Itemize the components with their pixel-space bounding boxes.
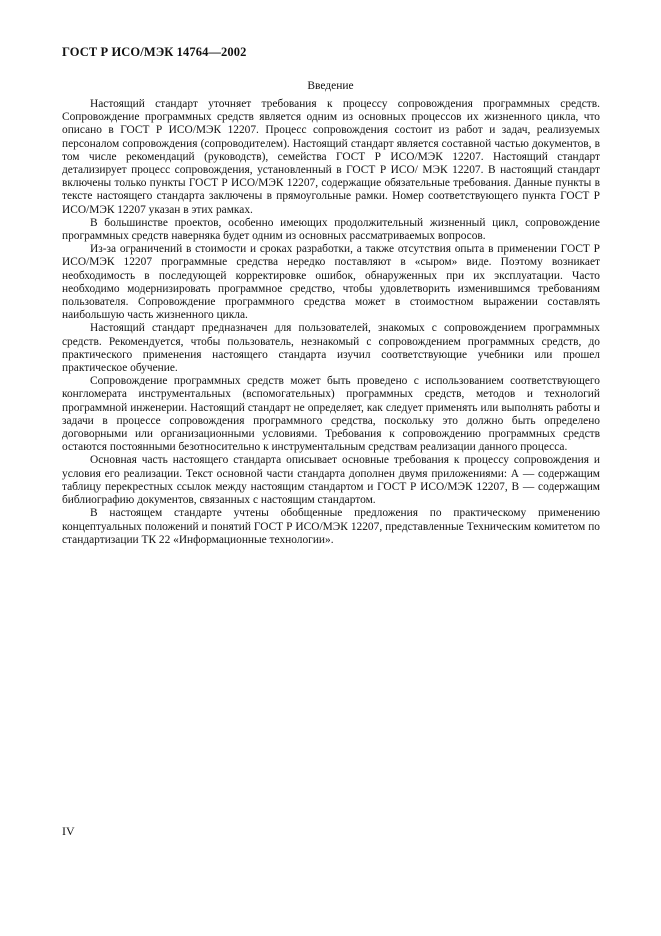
paragraph-3: Из-за ограничений в стоимости и сроках разработки, а также отсутствия опыта в применении ГОСТ Р ИСО/МЭК 12207 программные средства нередко поставляют в «сыром» виде. Поэтому возникает необходимость в последующей корректировке ошибок, обнаруженных при их эксплуатации. Часто необходимо модернизировать программное средство, чтобы удовлетворить изменившимся требованиям пользователя. Сопровождение программного средства может в стоимостном выражении составлять наибольшую часть жизненного цикла.: [62, 243, 600, 322]
paragraph-6: Основная часть настоящего стандарта описывает основные требования к процессу сопровождения и условия его реализации. Текст основной части стандарта дополнен двумя приложениями: А — содержащим таблицу перекрестных ссылок между настоящим стандартом и ГОСТ Р ИСО/МЭК 12207, В — содержащим библиографию документов, связанных с настоящим стандартом.: [62, 454, 600, 507]
introduction-body: [62, 98, 600, 547]
paragraph-2: В большинстве проектов, особенно имеющих продолжительный жизненный цикл, сопровождение программных средств наверняка будет одним из основных рассматриваемых вопросов.: [62, 216, 600, 243]
document-header: ГОСТ Р ИСО/МЭК 14764—2002: [62, 45, 247, 59]
paragraph-7: В настоящем стандарте учтены обобщенные предложения по практическому применению концептуальных положений и понятий ГОСТ Р ИСО/МЭК 12207, представленные Техническим комитетом по стандартизации ТК 22 «Информационные технологии».: [62, 507, 600, 546]
page-number: IV: [62, 824, 75, 838]
paragraph-4: Настоящий стандарт предназначен для пользователей, знакомых с сопровождением программных средств. Рекомендуется, чтобы пользователь, незнакомый с сопровождением программных средств, до практического применения настоящего стандарта изучил соответствующие учебники или прошел практическое обучение.: [62, 322, 600, 375]
paragraph-5: Сопровождение программных средств может быть проведено с использованием соответствующего конгломерата инструментальных (вспомогательных) программных средств, методов и технологий программной инженерии. Настоящий стандарт не определяет, как следует применять или выполнять работы и задачи в процессе сопровождения программного средства, поскольку это должно быть определено договорными или организационными условиями. Требования к сопровождению программных средств остаются постоянными безотносительно к инструментальным средствам реализации данного процесса.: [62, 375, 600, 454]
paragraph-1: Настоящий стандарт уточняет требования к процессу сопровождения программных средств. Сопровождение программных средств является одним из основных процессов их жизненного цикла, что описано в ГОСТ Р ИСО/МЭК 12207. Процесс сопровождения состоит из работ и задач, реализуемых персоналом сопровождения (сопроводителем). Настоящий стандарт является составной частью документов, в том числе рекомендаций (руководств), семейства ГОСТ Р ИСО/МЭК 12207. Настоящий стандарт детализирует процесс сопровождения, установленный в ГОСТ Р ИСО/ МЭК 12207. В настоящий стандарт включены только пункты ГОСТ Р ИСО/МЭК 12207, содержащие обязательные требования. Данные пункты в тексте настоящего стандарта заключены в прямоугольные рамки. Номер соответствующего пункта ГОСТ Р ИСО/МЭК 12207 указан в этих рамках.: [62, 98, 600, 216]
section-title: Введение: [307, 80, 354, 92]
